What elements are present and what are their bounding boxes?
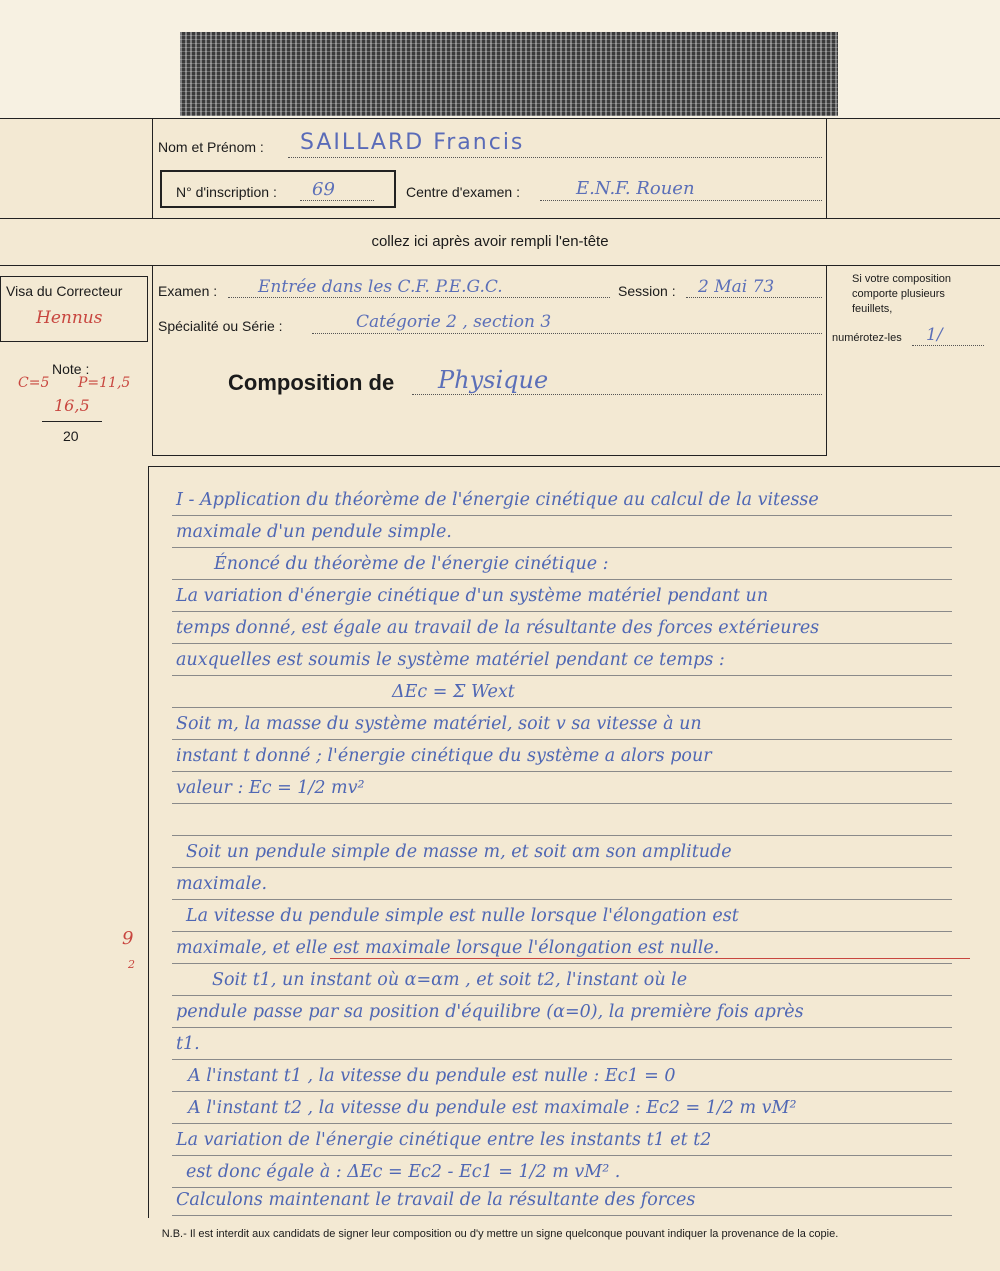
answer-line: A l'instant t2 , la vitesse du pendule est maximale : Ec2 = 1/2 m vM² bbox=[188, 1098, 797, 1118]
answer-line: ΔEc = Σ Wext bbox=[392, 682, 515, 702]
header-right-rule bbox=[826, 118, 827, 218]
note-c: C=5 bbox=[18, 375, 50, 391]
answer-line: t1. bbox=[176, 1034, 200, 1054]
visa-signature: Hennus bbox=[36, 308, 103, 328]
answer-line: I - Application du théorème de l'énergie cinétique au calcul de la vitesse bbox=[176, 490, 819, 510]
ruled-line bbox=[172, 1187, 952, 1188]
composition-value: Physique bbox=[438, 366, 549, 394]
numerotez-value: 1/ bbox=[926, 325, 943, 345]
numerotez-dotted-line bbox=[912, 345, 984, 346]
margin-mark: 9 bbox=[122, 928, 134, 949]
margin-mark-sub: 2 bbox=[128, 958, 135, 971]
header-bottom-rule bbox=[0, 218, 1000, 219]
examen-label: Examen : bbox=[158, 283, 218, 299]
footer-note: N.B.- Il est interdit aux candidats de signer leur composition ou d'y mettre un signe quelconque pouvant indiquer la provenance de la copie. bbox=[161, 1228, 839, 1240]
ruled-line bbox=[172, 803, 952, 804]
nom-label: Nom et Prénom : bbox=[158, 139, 264, 155]
exam-bottom-rule bbox=[152, 455, 827, 456]
answer-line: La vitesse du pendule simple est nulle lorsque l'élongation est bbox=[186, 906, 739, 926]
ruled-line bbox=[172, 1027, 952, 1028]
note-fraction-line bbox=[42, 421, 102, 422]
answer-left-rule bbox=[148, 466, 149, 1218]
answer-line: maximale. bbox=[176, 874, 268, 894]
exam-right-rule bbox=[826, 265, 827, 455]
centre-dotted-line bbox=[540, 200, 822, 201]
ruled-line bbox=[172, 739, 952, 740]
ruled-line bbox=[172, 931, 952, 932]
ruled-line bbox=[172, 963, 952, 964]
examen-value: Entrée dans les C.F. P.E.G.C. bbox=[258, 277, 503, 297]
composition-dotted-line bbox=[412, 394, 822, 395]
header-top-rule bbox=[0, 118, 1000, 119]
visa-label: Visa du Correcteur bbox=[6, 283, 123, 299]
ruled-line bbox=[172, 1215, 952, 1216]
answer-line: auxquelles est soumis le système matériel pendant ce temps : bbox=[176, 650, 725, 670]
answer-line: instant t donné ; l'énergie cinétique du système a alors pour bbox=[176, 746, 712, 766]
answer-line: valeur : Ec = 1/2 mv² bbox=[176, 778, 365, 798]
red-correction-underline bbox=[330, 958, 970, 959]
specialite-dotted-line bbox=[312, 333, 822, 334]
header-left-rule bbox=[152, 118, 153, 218]
note-p: P=11,5 bbox=[78, 375, 131, 391]
composition-label: Composition de bbox=[228, 370, 395, 395]
nom-value: SAILLARD Francis bbox=[300, 130, 525, 155]
ruled-line bbox=[172, 611, 952, 612]
session-label: Session : bbox=[618, 283, 676, 299]
ruled-line bbox=[172, 771, 952, 772]
answer-line: maximale, et elle est maximale lorsque l'élongation est nulle. bbox=[176, 938, 720, 958]
answer-line: Calculons maintenant le travail de la résultante des forces bbox=[176, 1190, 696, 1210]
session-value: 2 Mai 73 bbox=[698, 277, 775, 297]
ruled-line bbox=[172, 899, 952, 900]
ruled-line bbox=[172, 1059, 952, 1060]
ruled-line bbox=[172, 579, 952, 580]
answer-line: pendule passe par sa position d'équilibre (α=0), la première fois après bbox=[176, 1002, 804, 1022]
ruled-line bbox=[172, 675, 952, 676]
ruled-line bbox=[172, 515, 952, 516]
exam-top-rule bbox=[0, 265, 1000, 266]
answer-line: temps donné, est égale au travail de la résultante des forces extérieures bbox=[176, 618, 820, 638]
answer-line: A l'instant t1 , la vitesse du pendule est nulle : Ec1 = 0 bbox=[188, 1066, 676, 1086]
numerotez-label: numérotez-les bbox=[832, 332, 902, 344]
centre-value: E.N.F. Rouen bbox=[576, 178, 695, 199]
inscription-value: 69 bbox=[312, 179, 335, 200]
inscription-dotted-line bbox=[300, 200, 374, 201]
ruled-line bbox=[172, 867, 952, 868]
ruled-line bbox=[172, 995, 952, 996]
examen-dotted-line bbox=[228, 297, 610, 298]
note-total: 16,5 bbox=[54, 396, 90, 415]
session-dotted-line bbox=[686, 297, 822, 298]
answer-line: maximale d'un pendule simple. bbox=[176, 522, 452, 542]
centre-label: Centre d'examen : bbox=[406, 184, 520, 200]
specialite-label: Spécialité ou Série : bbox=[158, 318, 283, 334]
ruled-line bbox=[172, 547, 952, 548]
answer-line: Soit m, la masse du système matériel, soit v sa vitesse à un bbox=[176, 714, 702, 734]
side-note: Si votre composition comporte plusieurs feuillets, bbox=[852, 273, 952, 315]
answer-line: Énoncé du théorème de l'énergie cinétique : bbox=[214, 554, 609, 574]
ruled-line bbox=[172, 1123, 952, 1124]
ruled-line bbox=[172, 1155, 952, 1156]
ruled-line bbox=[172, 707, 952, 708]
barcode-strip bbox=[180, 32, 838, 116]
answer-line: La variation d'énergie cinétique d'un système matériel pendant un bbox=[176, 586, 769, 606]
answer-line: est donc égale à : ΔEc = Ec2 - Ec1 = 1/2 m vM² . bbox=[186, 1162, 621, 1182]
collez-instruction: collez ici après avoir rempli l'en-tête bbox=[371, 233, 609, 250]
ruled-line bbox=[172, 1091, 952, 1092]
answer-top-rule bbox=[148, 466, 1000, 467]
note-label: Note : bbox=[52, 361, 90, 377]
answer-line: Soit t1, un instant où α=αm , et soit t2, l'instant où le bbox=[212, 970, 688, 990]
exam-left-rule bbox=[152, 265, 153, 455]
ruled-line bbox=[172, 835, 952, 836]
nom-dotted-line bbox=[288, 157, 822, 158]
inscription-label: N° d'inscription : bbox=[176, 184, 277, 200]
ruled-line bbox=[172, 643, 952, 644]
note-max: 20 bbox=[63, 428, 79, 444]
specialite-value: Catégorie 2 , section 3 bbox=[356, 312, 552, 332]
answer-line: La variation de l'énergie cinétique entre les instants t1 et t2 bbox=[176, 1130, 712, 1150]
answer-line: Soit un pendule simple de masse m, et soit αm son amplitude bbox=[186, 842, 732, 862]
